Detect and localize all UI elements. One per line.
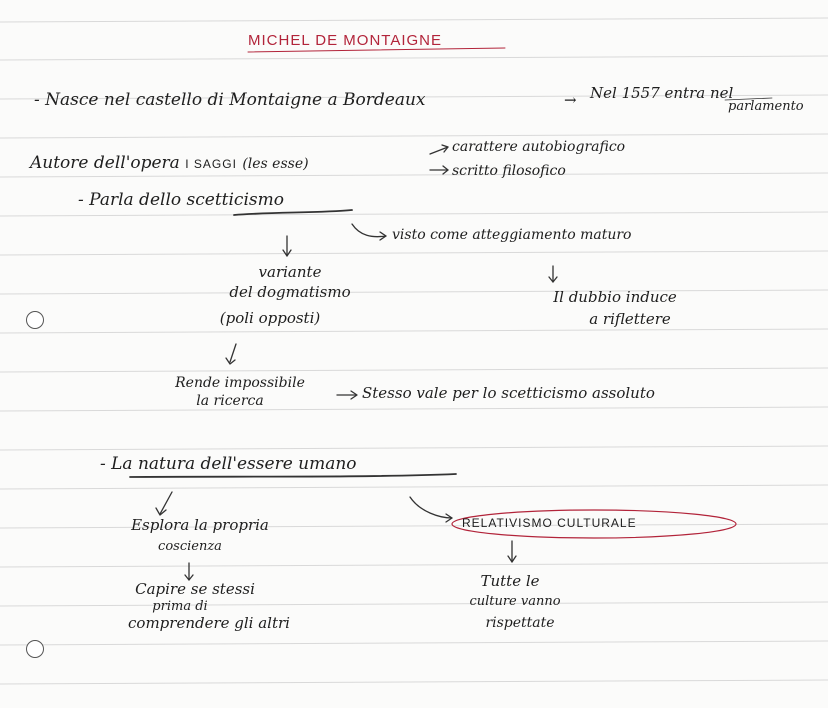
relativism-label: RELATIVISMO CULTURALE	[462, 516, 637, 530]
impossible-line2: la ricerca	[196, 393, 264, 409]
skepticism-heading: - Parla dello scetticismo	[78, 190, 284, 210]
variant-line3: (poli opposti)	[219, 309, 321, 327]
work-title-caps: I SAGGI	[185, 157, 237, 171]
bio-parliament-line2: parlamento	[728, 99, 804, 114]
absolute-skepticism: Stesso vale per lo scetticismo assoluto	[362, 384, 655, 402]
explore-line1: Esplora la propria	[131, 516, 269, 534]
nature-heading: - La natura dell'essere umano	[100, 454, 357, 474]
work-author	[30, 155, 309, 172]
understand-line1: Capire se stessi	[135, 580, 255, 598]
explore-line2: coscienza	[158, 539, 222, 554]
variant-line1: variante	[258, 263, 322, 281]
impossible-line1: Rende impossibile	[175, 375, 305, 391]
doubt-line1: Il dubbio induce	[553, 288, 677, 306]
skepticism-mature: visto come atteggiamento maturo	[392, 227, 632, 243]
understand-line2: prima di	[152, 599, 208, 614]
bio-arrow: →	[564, 91, 577, 109]
work-author-prefix: Autore dell'opera	[30, 153, 180, 173]
bio-parliament-line1: Nel 1557 entra nel	[590, 84, 734, 102]
work-branch-philosophical: scritto filosofico	[452, 163, 566, 179]
cultures-line2: culture vanno	[469, 594, 561, 609]
bio-born: - Nasce nel castello di Montaigne a Bordeaux	[34, 90, 426, 110]
understand-line3: comprendere gli altri	[128, 614, 290, 632]
cultures-line3: rispettate	[485, 615, 555, 631]
work-branch-autobiographic: carattere autobiografico	[452, 139, 626, 155]
work-subtitle: (les esse)	[242, 156, 309, 172]
cultures-line1: Tutte le	[480, 572, 540, 590]
page-title: MICHEL DE MONTAIGNE	[248, 32, 443, 49]
doubt-line2: a riflettere	[589, 310, 671, 328]
variant-line2: del dogmatismo	[229, 283, 351, 301]
